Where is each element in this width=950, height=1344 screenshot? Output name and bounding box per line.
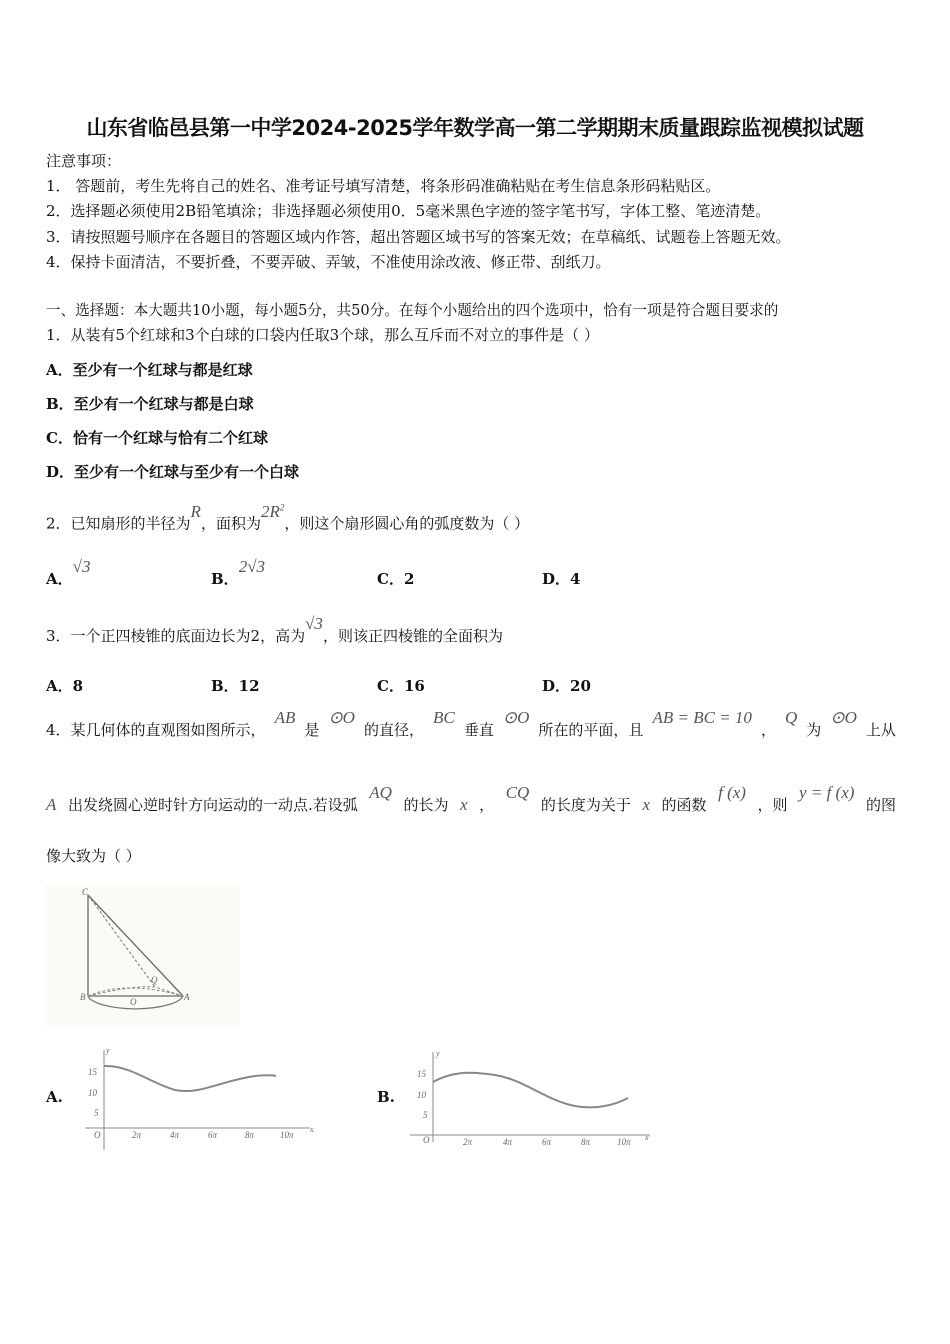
q4-math: A [46, 795, 57, 814]
q4-text: 是 [304, 721, 320, 739]
xtick-label: 8π [245, 1130, 255, 1140]
q4-text: ， [760, 721, 776, 739]
q4-math: AQ [369, 783, 392, 802]
ytick-label: 5 [423, 1110, 428, 1120]
q3-text: 3．一个正四棱锥的底面边长为2，高为 [46, 627, 306, 645]
label-a: A [184, 992, 190, 1002]
q1-option-b: B．至少有一个红球与都是白球 [46, 395, 254, 413]
q2-math-area [261, 502, 284, 521]
option-label: A． [46, 570, 73, 588]
q4-line-2 [46, 783, 896, 815]
q2-text: ，则这个扇形圆心角的弧度数为（ ） [284, 514, 530, 533]
xtick-label: 6π [208, 1130, 218, 1140]
q3-option-d: D．20 [542, 677, 591, 695]
notice-item: 1． 答题前，考生先将自己的姓名、准考证号填写清楚，将条形码准确粘贴在考生信息条形码粘贴区。 [46, 177, 721, 195]
xtick-label: 2π [463, 1137, 473, 1147]
q2-option-b [211, 557, 266, 589]
q4-math: CQ [505, 783, 530, 802]
xtick-label: 4π [503, 1137, 513, 1147]
q2-option-c: C．2 [377, 570, 415, 588]
q1-option-a: A．至少有一个红球与都是红球 [46, 361, 253, 379]
q4-text: 的长为 [403, 796, 449, 814]
option-math: √3 [72, 557, 91, 576]
q4-math: BC [433, 708, 455, 727]
q1-option-c: C．恰有一个红球与恰有二个红球 [46, 429, 268, 447]
notice-item: 2．选择题必须使用2B铅笔填涂；非选择题必须使用0．5毫米黑色字迹的签字笔书写，字体工整、笔迹清楚。 [46, 202, 771, 220]
q2-math-r: R [190, 501, 201, 521]
q4-math: AB [274, 708, 296, 727]
xtick-label: 6π [542, 1137, 552, 1147]
section-heading: 一、选择题：本大题共10小题，每小题5分，共50分。在每个小题给出的四个选项中，恰有一项是符合题目要求的 [46, 302, 779, 319]
q4-math: ⊙O [502, 708, 530, 727]
option-label: B． [211, 570, 239, 588]
q4-math: f (x) [718, 783, 746, 802]
q4-text: 上从 [865, 721, 896, 739]
y-label: y [436, 1050, 440, 1058]
q3-option-b: B．12 [211, 677, 260, 695]
q4-math: x [642, 795, 650, 814]
q4-math: AB = BC = 10 [652, 708, 752, 727]
q4-math: ⊙O [328, 708, 355, 727]
ytick-label: 10 [417, 1090, 426, 1100]
q2-text: 2．已知扇形的半径为 [46, 514, 191, 533]
q2-option-d: D．4 [542, 570, 581, 588]
origin-label: O [423, 1135, 430, 1145]
label-c: C [82, 887, 89, 897]
q4-text: 4．某几何体的直观图如图所示， [46, 721, 266, 739]
graph-option-a [80, 1045, 315, 1155]
q4-option-b-label: B. [377, 1088, 395, 1106]
q4-text: 为 [806, 721, 822, 739]
option-math: 2√3 [238, 557, 266, 576]
notice-heading: 注意事项： [46, 152, 122, 170]
q2-area-exp: 2 [279, 502, 285, 512]
ytick-label: 15 [88, 1067, 97, 1077]
q4-option-a-label: A. [46, 1088, 63, 1106]
label-q: Q [151, 975, 158, 985]
q2-text: ，面积为 [200, 514, 261, 533]
y-label: y [106, 1046, 110, 1055]
notice-item: 4．保持卡面清洁，不要折叠，不要弄破、弄皱，不准使用涂改液、修正带、刮纸刀。 [46, 253, 611, 271]
q4-text: 出发绕圆心逆时针方向运动的一动点.若设弧 [67, 796, 358, 814]
q3-option-c: C．16 [377, 677, 425, 695]
q4-math: ⊙O [830, 708, 857, 727]
q3-option-a: A．8 [46, 677, 84, 695]
q2-stem [46, 501, 530, 534]
figure-background [45, 885, 240, 1025]
xtick-label: 4π [170, 1130, 180, 1140]
q4-math: x [460, 795, 468, 814]
q4-text: ，则 [757, 796, 788, 814]
q4-text: 所在的平面，且 [538, 721, 644, 739]
q1-option-d: D．至少有一个红球与至少有一个白球 [46, 463, 300, 481]
x-label: x [645, 1133, 649, 1142]
ytick-label: 10 [88, 1088, 97, 1098]
ytick-label: 5 [94, 1108, 99, 1118]
q4-math: Q [784, 708, 798, 727]
graph-option-b [405, 1050, 655, 1150]
q2-option-a [46, 557, 91, 589]
q4-text: 的直径， [364, 721, 425, 739]
xtick-label: 10π [617, 1137, 631, 1147]
exam-title: 山东省临邑县第一中学2024-2025学年数学高一第二学期期末质量跟踪监视模拟试题 [86, 116, 864, 140]
notice-item: 3．请按照题号顺序在各题目的答题区域内作答，超出答题区域书写的答案无效；在草稿纸、试题卷上答题无效。 [46, 228, 791, 246]
q3-stem [46, 614, 503, 646]
xtick-label: 8π [581, 1137, 591, 1147]
xtick-label: 10π [280, 1130, 294, 1140]
q4-math: y = f (x) [799, 783, 855, 802]
q4-text: ， [479, 796, 495, 814]
xtick-label: 2π [132, 1130, 142, 1140]
ytick-label: 15 [417, 1069, 426, 1079]
q4-line-3: 像大致为（ ） [46, 847, 141, 865]
q4-text: 的长度为关于 [540, 796, 631, 814]
label-b: B [80, 992, 86, 1002]
x-label: x [310, 1125, 314, 1134]
q2-area-base: 2R [260, 501, 280, 521]
q4-text: 垂直 [463, 721, 494, 739]
q3-math: √3 [305, 614, 323, 633]
q4-text: 的函数 [661, 796, 707, 814]
label-o: O [130, 997, 137, 1007]
q3-text: ，则该正四棱锥的全面积为 [322, 627, 503, 645]
curve [104, 1066, 276, 1091]
curve [433, 1073, 628, 1108]
q4-line-1 [46, 708, 896, 740]
origin-label: O [94, 1130, 101, 1140]
q4-text: 的图 [865, 796, 896, 814]
geometry-figure [45, 885, 240, 1025]
q1-stem: 1．从装有5个红球和3个白球的口袋内任取3个球，那么互斥而不对立的事件是（ ） [46, 326, 599, 344]
